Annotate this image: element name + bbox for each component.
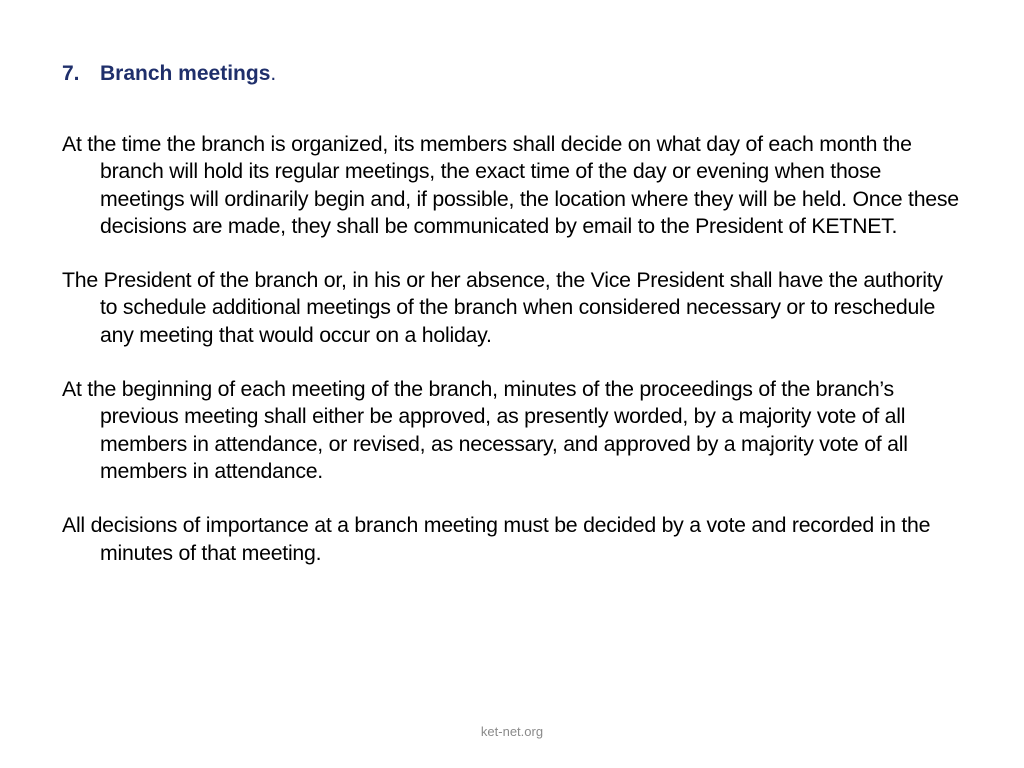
paragraph-minutes-approval: At the beginning of each meeting of the branch, minutes of the proceedings of the branch’s previous meeting shall either be approved, as presently worded, by a majority vote of all members in attendance, or revised, as necessary, and approved by a majority vote of all members in attendance.	[62, 377, 908, 483]
heading-number: 7.	[62, 62, 80, 85]
body-text	[62, 131, 962, 594]
heading-suffix: .	[270, 62, 277, 85]
footer-url: ket-net.org	[480, 724, 544, 739]
paragraph-decisions: All decisions of importance at a branch meeting must be decided by a vote and recorded in the minutes of that meeting.	[62, 513, 931, 565]
paragraph-schedule: At the time the branch is organized, its members shall decide on what day of each month the branch will hold its regular meetings, the exact time of the day or evening when those meetings will ordinarily begin and, if possible, the location where they will be held. Once these decisions are made, they shall be communicated by email to the President of KETNET.	[62, 132, 959, 238]
section-heading	[62, 62, 276, 86]
heading-title: Branch meetings	[100, 62, 271, 85]
paragraph-additional-meetings: The President of the branch or, in his or her absence, the Vice President shall have the authority to schedule additional meetings of the branch when considered necessary or to reschedule any meeting that would occur on a holiday.	[62, 268, 943, 347]
